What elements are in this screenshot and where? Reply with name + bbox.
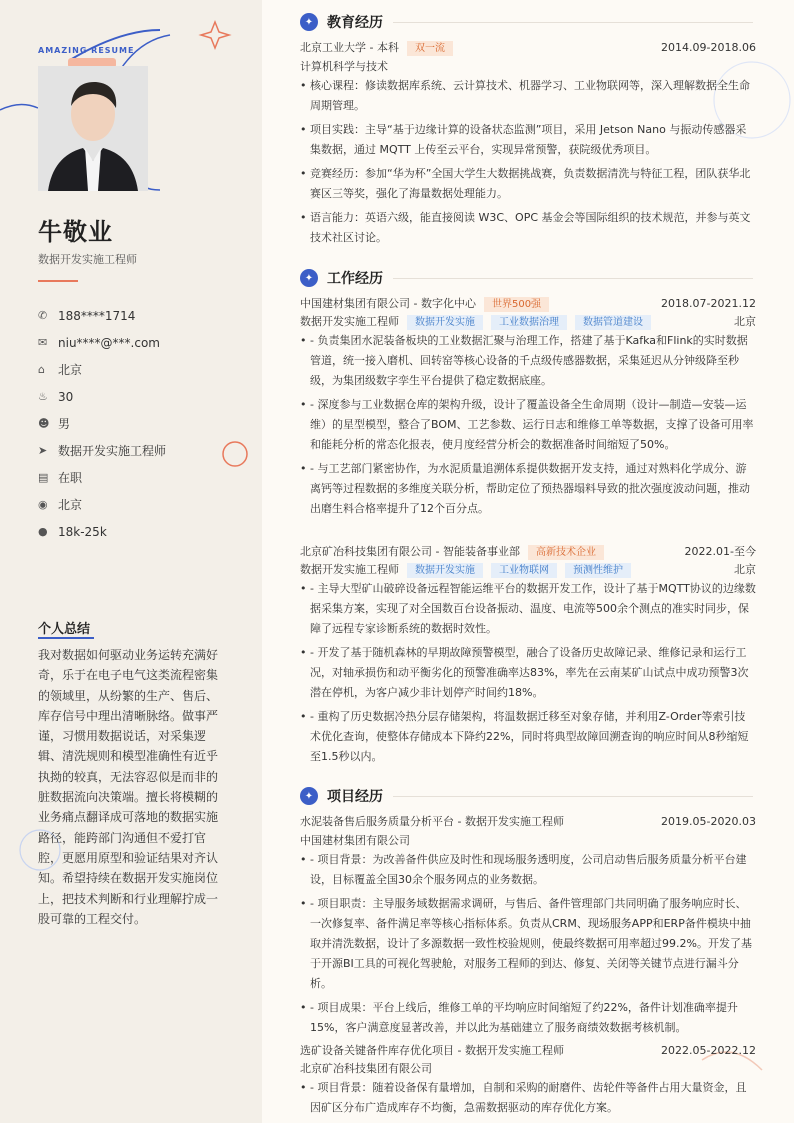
list-item: • - 项目职责：主导服务域数据需求调研，与售后、备件管理部门共同明确了服务响应时长、一次修复率、备件满足率等核心指标体系。负责从CRM、现场服务APP和ERP备件模块中抽取并清洗数据，设计了多源数据一致性校验规则，使最终数据可用率超过99.2%。开发了基于开源BI工具的可视化驾驶舱，对服务工程师的到达、修复、关闭等关键节点进行漏斗分析。 bbox=[300, 894, 756, 994]
education-bullets bbox=[300, 76, 756, 252]
job-company-row bbox=[300, 542, 756, 562]
star-icon: ✦ bbox=[300, 269, 318, 287]
project-name: 选矿设备关键备件库存优化项目 - 数据开发实施工程师 bbox=[300, 1044, 564, 1057]
section-title: 教育经历 bbox=[327, 15, 383, 31]
job-role: 数据开发实施工程师 bbox=[300, 315, 399, 328]
status-row: ▤ 在职 bbox=[38, 471, 83, 485]
project-date: 2019.05-2020.03 bbox=[661, 815, 756, 828]
projects-header bbox=[300, 786, 753, 806]
project-bullets bbox=[300, 850, 756, 1042]
gender-row: ☻ 男 bbox=[38, 417, 71, 431]
project-name-row bbox=[300, 1041, 756, 1061]
avatar bbox=[38, 66, 148, 191]
home-icon: ⌂ bbox=[38, 363, 45, 376]
age-row: ♨ 30 bbox=[38, 389, 74, 404]
job-role: 数据开发实施工程师 bbox=[300, 563, 399, 576]
skill-tag: 预测性维护 bbox=[565, 563, 631, 578]
target-job-row: ➤ 数据开发实施工程师 bbox=[38, 444, 167, 458]
section-rule bbox=[393, 22, 753, 23]
list-item: • - 深度参与工业数据仓库的架构升级，设计了覆盖设备全生命周期（设计—制造—安装—运维）的星型模型，整合了BOM、工艺参数、运行日志和维修工单等数据，支撑了设备可用率和能耗分析的常态化报表，使月度经营分析会的数据准备时间缩短了50%。 bbox=[300, 395, 756, 455]
pin-icon: ◉ bbox=[38, 498, 48, 511]
person-name: 牛敬业 bbox=[38, 218, 113, 246]
divider bbox=[38, 280, 78, 282]
city-row: ⌂ 北京 bbox=[38, 363, 83, 377]
summary-text: 我对数据如何驱动业务运转充满好奇，乐于在电子电气这类流程密集的领域里，从纷繁的生产、售后、库存信号中理出清晰脉络。做事严谨，习惯用数据说话，对采集逻辑、清洗规则和模型准确性有近乎执拗的较真，无法容忍似是而非的脏数据流向决策端。擅长将模糊的业务痛点翻译成可落地的数据实施路径，能跨部门沟通但不爱打官腔，更愿用原型和验证结果对齐认知。希望持续在数据开发实施岗位上，把技术判断和行业理解拧成一股可靠的工程交付。 bbox=[38, 648, 219, 926]
list-item: • - 项目成果：平台上线后，维修工单的平均响应时间缩短了约22%，备件计划准确率提升15%，客户满意度显著改善，并以此为基础建立了服务商绩效数据考核机制。 bbox=[300, 998, 756, 1038]
list-item: • - 项目背景：为改善备件供应及时性和现场服务透明度，公司启动售后服务质量分析平台建设，目标覆盖全国30余个服务网点的业务数据。 bbox=[300, 850, 756, 890]
education-major-row bbox=[300, 57, 756, 77]
person-title: 数据开发实施工程师 bbox=[38, 253, 137, 266]
job-location: 北京 bbox=[734, 315, 756, 328]
company-tag: 高新技术企业 bbox=[528, 545, 604, 560]
education-header bbox=[300, 12, 753, 32]
location-row: ◉ 北京 bbox=[38, 498, 83, 512]
phone-icon: ✆ bbox=[38, 309, 48, 322]
work-header bbox=[300, 268, 753, 288]
skill-tag: 数据管道建设 bbox=[575, 315, 651, 330]
list-item: • 语言能力：英语六级，能直接阅读 W3C、OPC 基金会等国际组织的技术规范，并参与英文技术社区讨论。 bbox=[300, 208, 756, 248]
section-rule bbox=[393, 278, 753, 279]
job-role-row bbox=[300, 560, 756, 580]
section-rule bbox=[393, 796, 753, 797]
list-item: • - 负责集团水泥装备板块的工业数据汇聚与治理工作，搭建了基于Kafka和Flink的实时数据管道，统一接入磨机、回转窑等核心设备的千点级传感器数据，采集延迟从分钟级降至秒级，为集团级数字孪生平台提供了稳定数据底座。 bbox=[300, 331, 756, 391]
list-item: • 项目实践：主导“基于边缘计算的设备状态监测”项目，采用 Jetson Nano 与振动传感器采集数据，通过 MQTT 上传至云平台，实现异常预警，获院级优秀项目。 bbox=[300, 120, 756, 160]
job-bullets bbox=[300, 579, 756, 771]
company-name: 中国建材集团有限公司 - 数字化中心 bbox=[300, 297, 476, 310]
list-item: • - 项目背景：随着设备保有量增加，自制和采购的耐磨件、齿轮件等备件占用大量资金，且因矿区分布广造成库存不均衡，急需数据驱动的库存优化方案。 bbox=[300, 1078, 756, 1118]
send-icon: ➤ bbox=[38, 444, 48, 457]
face-icon: ☻ bbox=[38, 417, 50, 430]
skill-tag: 数据开发实施 bbox=[407, 315, 483, 330]
brand-label: AMAZING RESUME bbox=[38, 46, 135, 55]
job-date: 2018.07-2021.12 bbox=[661, 297, 756, 310]
section-title: 工作经历 bbox=[327, 271, 383, 287]
school-tag: 双一流 bbox=[407, 41, 453, 56]
job-location: 北京 bbox=[734, 563, 756, 576]
project-bullets bbox=[300, 1078, 756, 1122]
cake-icon: ♨ bbox=[38, 390, 48, 403]
sidebar bbox=[0, 0, 262, 1123]
briefcase-icon: ▤ bbox=[38, 471, 49, 484]
company-tag: 世界500强 bbox=[484, 297, 549, 312]
summary-underline bbox=[38, 637, 94, 639]
contact-info bbox=[38, 302, 238, 545]
project-org-row bbox=[300, 1059, 756, 1079]
skill-tag: 工业物联网 bbox=[491, 563, 557, 578]
major: 计算机科学与技术 bbox=[300, 60, 388, 73]
list-item: • 核心课程：修读数据库系统、云计算技术、机器学习、工业物联网等，深入理解数据全生命周期管理。 bbox=[300, 76, 756, 116]
dollar-icon: ● bbox=[38, 525, 48, 538]
star-icon: ✦ bbox=[300, 787, 318, 805]
job-date: 2022.01-至今 bbox=[684, 545, 756, 558]
job-company-row bbox=[300, 294, 756, 314]
list-item: • - 开发了基于随机森林的早期故障预警模型，融合了设备历史故障记录、维修记录和运行工况，对轴承损伤和动平衡劣化的预警准确率达83%，率先在云南某矿山试点中成功预警3次潜在停机，为客户减少非计划停产时间约18%。 bbox=[300, 643, 756, 703]
email-row: ✉ niu****@***.com bbox=[38, 335, 160, 350]
project-org: 中国建材集团有限公司 bbox=[300, 834, 410, 847]
education-date: 2014.09-2018.06 bbox=[661, 41, 756, 54]
job-bullets bbox=[300, 331, 756, 523]
section-title: 项目经历 bbox=[327, 789, 383, 805]
project-org-row bbox=[300, 831, 756, 851]
phone-row: ✆ 188****1714 bbox=[38, 308, 136, 323]
school-name: 北京工业大学 - 本科 bbox=[300, 41, 399, 54]
skill-tag: 工业数据治理 bbox=[491, 315, 567, 330]
project-org: 北京矿冶科技集团有限公司 bbox=[300, 1062, 432, 1075]
education-school-row bbox=[300, 38, 756, 58]
list-item: • - 与工艺部门紧密协作，为水泥质量追溯体系提供数据开发支持，通过对熟料化学成分、游离钙等过程数据的多维度关联分析，帮助定位了预热器塌料导致的批次强度波动问题，推动出磨生料合格率提升了12个百分点。 bbox=[300, 459, 756, 519]
skill-tag: 数据开发实施 bbox=[407, 563, 483, 578]
job-role-row bbox=[300, 312, 756, 332]
summary-title: 个人总结 bbox=[38, 622, 91, 637]
list-item: • - 重构了历史数据冷热分层存储架构，将温数据迁移至对象存储，并利用Z-Order等索引技术优化查询，使整体存储成本下降约22%，同时将典型故障回溯查询的响应时间从8秒缩短至1.5秒以内。 bbox=[300, 707, 756, 767]
project-date: 2022.05-2022.12 bbox=[661, 1044, 756, 1057]
list-item: • 竞赛经历：参加“华为杯”全国大学生大数据挑战赛，负责数据清洗与特征工程，团队获华北赛区三等奖，强化了海量数据处理能力。 bbox=[300, 164, 756, 204]
main-content bbox=[262, 0, 794, 1123]
project-name-row bbox=[300, 812, 756, 832]
star-icon: ✦ bbox=[300, 13, 318, 31]
company-name: 北京矿冶科技集团有限公司 - 智能装备事业部 bbox=[300, 545, 520, 558]
mail-icon: ✉ bbox=[38, 336, 48, 349]
project-name: 水泥装备售后服务质量分析平台 - 数据开发实施工程师 bbox=[300, 815, 564, 828]
list-item: • - 主导大型矿山破碎设备远程智能运维平台的数据开发工作，设计了基于MQTT协议的边缘数据采集方案，实现了对全国数百台设备振动、温度、电流等500余个测点的准实时同步，保障了远程专家诊断系统的数据时效性。 bbox=[300, 579, 756, 639]
salary-row: ● 18k-25k bbox=[38, 524, 107, 539]
